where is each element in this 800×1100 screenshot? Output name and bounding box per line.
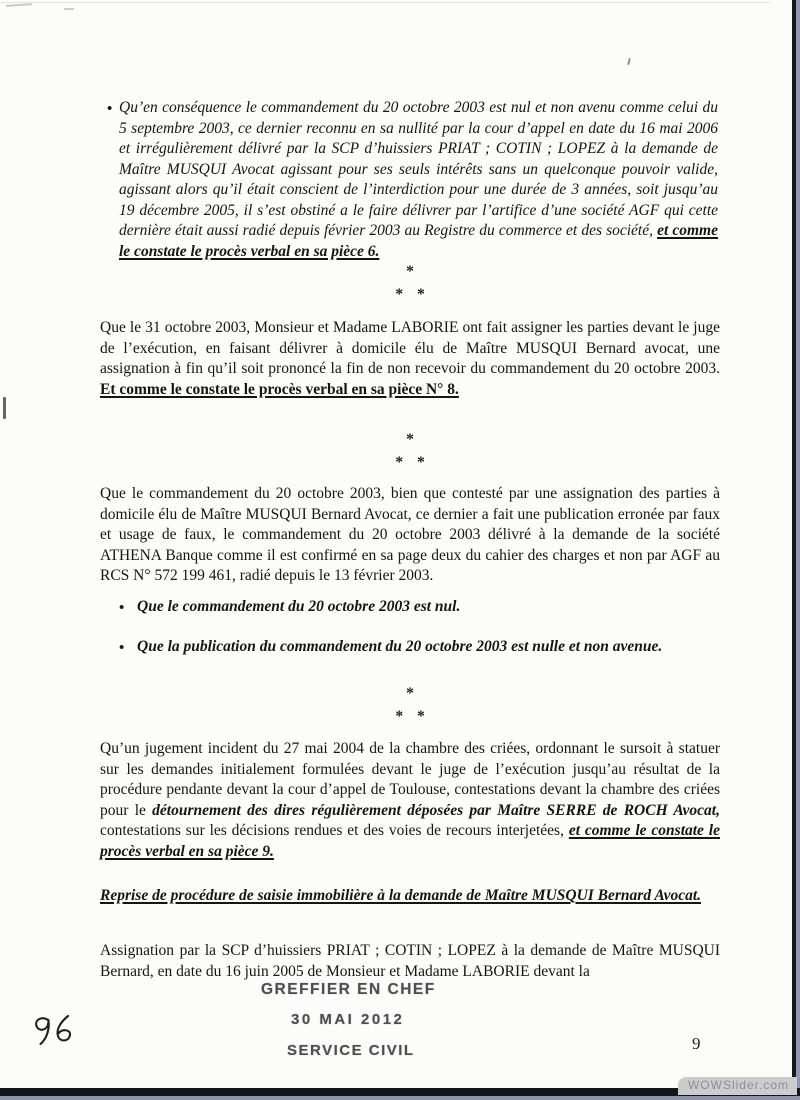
wowslider-watermark-link[interactable]: WOWSlider.com bbox=[678, 1077, 797, 1095]
paragraph-text: Assignation par la SCP d’huissiers PRIAT ; COTIN ; LOPEZ à la demande de Maître MUSQUI Bernard, en date du 16 juin 2005 de Monsieur et Madame LABORIE devant la bbox=[100, 942, 720, 980]
separator-star-pair: * * bbox=[395, 286, 425, 303]
paragraph-text: Que le commandement du 20 octobre 2003, bien que contesté par une assignation des parties à domicile élu de Maître MUSQUI Bernard Avocat, ce dernier a fait une publication erronée par faux et usage de faux, le commandement du 20 octobre 2003 délivré à la demande de la société ATHENA Banque comme il est confirmé en sa page deux du cahier des charges et non par AGF au RCS N° 572 199 461, radié depuis le 13 février 2003. bbox=[100, 485, 720, 584]
bullet-marker: • bbox=[119, 600, 125, 616]
section-heading-reprise bbox=[100, 884, 720, 907]
slider-frame-edge bbox=[796, 0, 800, 1100]
page-number: 9 bbox=[692, 1034, 701, 1053]
paragraph-emphasis: et comme le constate le procès verbal en sa pièce 9. bbox=[100, 822, 720, 860]
scan-artifact bbox=[3, 397, 6, 419]
bullet-nul bbox=[137, 597, 718, 618]
separator-star-pair: * * bbox=[395, 708, 425, 725]
stamp-greffier-en-chef: GREFFIER EN CHEF bbox=[261, 981, 436, 998]
bullet-marker: • bbox=[107, 101, 113, 117]
bullet-publication-nulle bbox=[137, 637, 718, 658]
paragraph-text: Que le 31 octobre 2003, Monsieur et Madame LABORIE ont fait assigner les parties devant le juge de l’exécution, en faisant délivrer à domicile élu de Maître MUSQUI Bernard avocat, une assignation à fin qu’il soit prononcé la fin de non recevoir du commandement du 20 octobre 2003. bbox=[100, 319, 720, 377]
paragraph-bold-italic: détournement des dires régulièrement déposées par Maître SERRE de ROCH Avocat, bbox=[152, 801, 720, 819]
scan-artifact bbox=[627, 58, 631, 65]
slider-frame-edge bbox=[792, 0, 796, 1100]
asterisk-separator bbox=[100, 428, 720, 474]
separator-star: * bbox=[406, 685, 414, 702]
paragraph-text: contestations sur les décisions rendues et des voies de recours interjetées, bbox=[100, 822, 569, 839]
scan-artifact bbox=[6, 3, 32, 7]
paragraph-publication bbox=[100, 484, 720, 587]
bullet-text: Que la publication du commandement du 20 octobre 2003 est nulle et non avenue. bbox=[137, 638, 663, 655]
paragraph-assignation bbox=[100, 318, 720, 400]
asterisk-separator bbox=[100, 260, 720, 306]
bullet-marker: • bbox=[119, 640, 125, 656]
paragraph-emphasis: et comme le constate le procès verbal en sa pièce 6. bbox=[119, 222, 718, 260]
paragraph-text: Qu’en conséquence le commandement du 20 octobre 2003 est nul et non avenu comme celui du 5 septembre 2003, ce dernier reconnu en sa nullité par la cour d’appel en date du 16 mai 2006 et irrégulièrement délivré par la SCP d’huissiers PRIAT ; COTIN ; LOPEZ à la demande de Maître MUSQUI Avocat agissant pour ses seuls intérêts sans un quelconque pouvoir valide, agissant alors qu’il était conscient de l’interdiction pour une durée de 3 années, soit jusqu’au 19 décembre 2005, il s’est obstiné a le faire délivrer par l’artifice d’une société AGF qui cette dernière était aussi radié depuis février 2003 au Registre du commerce et des société, bbox=[119, 99, 718, 239]
scan-artifact bbox=[0, 2, 770, 3]
stamp-date: 30 MAI 2012 bbox=[291, 1011, 405, 1028]
separator-star-pair: * * bbox=[395, 454, 425, 471]
handwritten-page-note bbox=[32, 1014, 82, 1059]
separator-star: * bbox=[406, 263, 414, 280]
paragraph-final bbox=[100, 941, 720, 982]
paragraph-emphasis: Et comme le constate le procès verbal en sa pièce N° 8. bbox=[100, 380, 459, 398]
slider-frame-edge bbox=[0, 1096, 800, 1100]
bullet-text: Que le commandement du 20 octobre 2003 est nul. bbox=[137, 598, 461, 615]
separator-star: * bbox=[406, 431, 414, 448]
handwriting-strokes bbox=[32, 1014, 82, 1054]
heading-text: Reprise de procédure de saisie immobilière à la demande de Maître MUSQUI Bernard Avocat. bbox=[100, 887, 702, 904]
paragraph-jugement bbox=[100, 739, 720, 862]
stamp-service-civil: SERVICE CIVIL bbox=[287, 1042, 415, 1059]
paragraph-text: Qu’un jugement incident du 27 mai 2004 de la chambre des criées, ordonnant le sursoit à statuer sur les demandes initialement formulées devant le juge de l’exécution jusqu’au résultat de la procédure pendante devant la cour d’appel de Toulouse, contestations devant la chambre des criées pour le bbox=[100, 740, 720, 819]
paragraph-consequence bbox=[119, 98, 718, 262]
scan-artifact bbox=[64, 8, 74, 10]
asterisk-separator bbox=[100, 682, 720, 728]
